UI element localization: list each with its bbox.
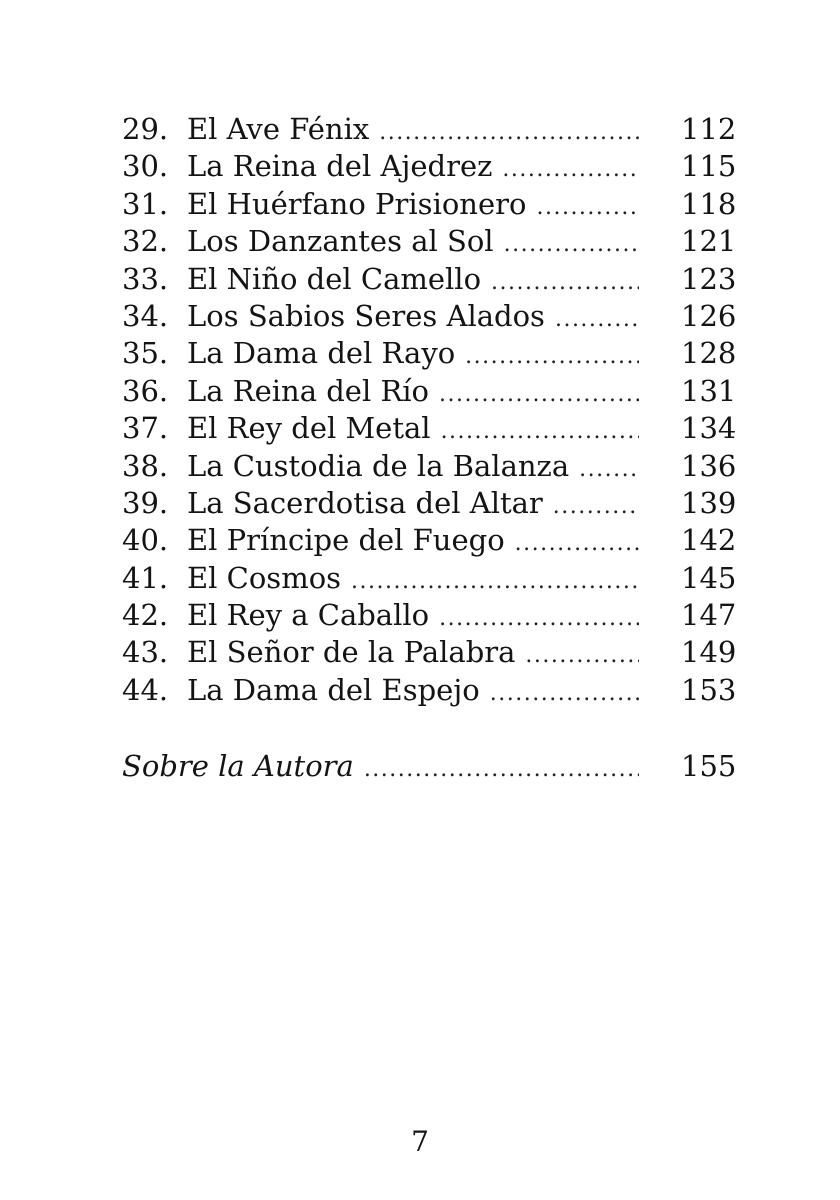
entry-title: Los Danzantes al Sol xyxy=(187,224,494,259)
entry-number: 35. xyxy=(122,336,169,371)
entry-page: 136 xyxy=(681,448,737,483)
entry-number: 39. xyxy=(122,485,169,520)
entry-title: Los Sabios Seres Alados xyxy=(187,298,545,333)
toc-entry-37 xyxy=(122,410,735,447)
toc-entry-41 xyxy=(122,560,735,597)
toc-entry-29 xyxy=(122,111,735,148)
entry-page: 147 xyxy=(681,598,737,633)
entry-title: El Cosmos xyxy=(187,560,342,595)
toc-entry-42 xyxy=(122,597,735,634)
entry-title: El Señor de la Palabra xyxy=(187,635,516,670)
entry-number: 29. xyxy=(122,112,169,146)
entry-title: El Príncipe del Fuego xyxy=(187,523,505,558)
entry-number: 38. xyxy=(122,448,169,483)
entry-page: 134 xyxy=(681,411,737,446)
entry-title: El Huérfano Prisionero xyxy=(187,186,527,221)
dot-leader xyxy=(364,751,639,788)
dot-leader xyxy=(465,338,639,375)
toc-entry-34 xyxy=(122,298,735,335)
entry-number: 31. xyxy=(122,186,169,221)
entry-title: La Dama del Rayo xyxy=(187,336,456,371)
toc-entry-31 xyxy=(122,186,735,223)
toc-entry-39 xyxy=(122,485,735,522)
entry-page: 115 xyxy=(681,149,737,184)
entry-page: 118 xyxy=(681,186,737,221)
entry-number: 30. xyxy=(122,149,169,184)
entry-number: 32. xyxy=(122,224,169,259)
entry-title: La Reina del Ajedrez xyxy=(187,149,493,184)
toc-entry-43 xyxy=(122,634,735,671)
dot-leader xyxy=(502,151,639,188)
dot-leader xyxy=(579,451,639,488)
dot-leader xyxy=(439,376,639,413)
toc-entry-38 xyxy=(122,448,735,485)
dot-leader xyxy=(351,563,639,600)
entry-page: 126 xyxy=(681,298,737,333)
entry-title: La Reina del Río xyxy=(187,373,430,408)
entry-number: 41. xyxy=(122,560,169,595)
dot-leader xyxy=(525,637,639,674)
entry-page: 145 xyxy=(681,560,737,595)
entry-number: 44. xyxy=(122,672,169,707)
toc-entry-44 xyxy=(122,672,735,709)
entry-number: 34. xyxy=(122,298,169,333)
entry-number: 37. xyxy=(122,411,169,446)
entry-number: 33. xyxy=(122,261,169,296)
entry-number: 36. xyxy=(122,373,169,408)
dot-leader xyxy=(439,600,639,637)
dot-leader xyxy=(490,675,639,712)
toc-entry-30 xyxy=(122,148,735,185)
page-number: 7 xyxy=(411,1125,429,1158)
toc-entry-36 xyxy=(122,373,735,410)
appendix-page: 155 xyxy=(681,749,737,784)
entry-title: El Niño del Camello xyxy=(187,261,482,296)
entry-page: 131 xyxy=(681,373,737,408)
entry-title: La Dama del Espejo xyxy=(187,672,480,707)
entry-title: La Custodia de la Balanza xyxy=(187,448,570,483)
toc-entry-32 xyxy=(122,223,735,260)
dot-leader xyxy=(441,413,639,450)
entry-number: 40. xyxy=(122,523,169,558)
dot-leader xyxy=(555,301,639,338)
entry-page: 149 xyxy=(681,635,737,670)
entry-number: 42. xyxy=(122,598,169,633)
toc-entry-about-author xyxy=(122,748,735,785)
dot-leader xyxy=(504,226,639,263)
dot-leader xyxy=(536,189,639,226)
toc-entry-40 xyxy=(122,522,735,559)
entry-page: 128 xyxy=(681,336,737,371)
entry-title: La Sacerdotisa del Altar xyxy=(187,485,543,520)
toc-entry-35 xyxy=(122,335,735,372)
dot-leader xyxy=(515,525,639,562)
toc-entry-33 xyxy=(122,261,735,298)
entry-title: El Rey del Metal xyxy=(187,411,431,446)
entry-page: 121 xyxy=(681,224,737,259)
entry-title: El Ave Fénix xyxy=(187,112,370,146)
dot-leader xyxy=(553,488,639,525)
entry-page: 123 xyxy=(681,261,737,296)
appendix-title: Sobre la Autora xyxy=(122,749,354,784)
entry-page: 142 xyxy=(681,523,737,558)
entry-number: 43. xyxy=(122,635,169,670)
table-of-contents xyxy=(122,111,735,786)
entry-page: 112 xyxy=(681,112,737,146)
entry-title: El Rey a Caballo xyxy=(187,598,430,633)
dot-leader xyxy=(379,114,639,151)
dot-leader xyxy=(491,264,639,301)
entry-page: 153 xyxy=(681,672,737,707)
entry-page: 139 xyxy=(681,485,737,520)
